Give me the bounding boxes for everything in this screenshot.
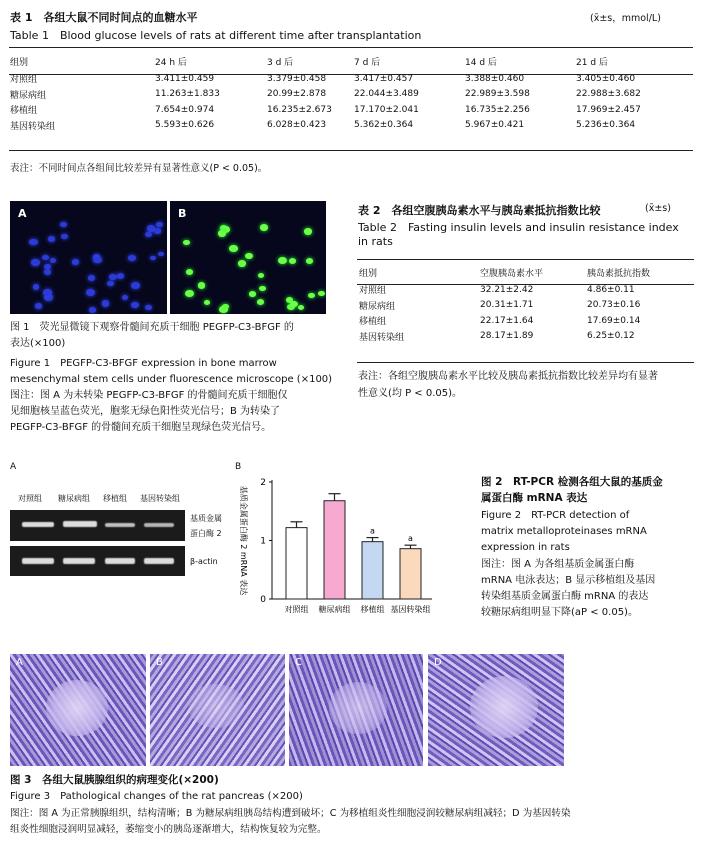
figure2-panel-b-label: B — [235, 462, 242, 472]
figure3-cn-caption: 图 3 各组大鼠胰腺组织的病理变化(×200) — [10, 774, 219, 786]
cell-nucleus — [298, 305, 304, 310]
cell-nucleus — [60, 222, 67, 228]
gel-band — [63, 558, 95, 564]
table-cell: 7.654±0.974 — [155, 104, 215, 115]
cell-nucleus — [304, 228, 312, 235]
table-row — [10, 71, 690, 87]
table-cell: 11.263±1.833 — [155, 89, 220, 100]
figure1-panel-b-label: B — [178, 207, 187, 220]
cell-nucleus — [186, 269, 193, 275]
cell-nucleus — [72, 259, 79, 264]
figure3-panel-label: D — [434, 657, 442, 668]
figure3-panel-a — [10, 654, 146, 766]
table-header-cell: 24 h 后 — [155, 57, 187, 68]
table-cell: 3.405±0.460 — [576, 73, 636, 84]
significance-label: a — [370, 526, 375, 536]
table-cell: 6.25±0.12 — [587, 331, 635, 342]
cell-nucleus — [258, 273, 264, 278]
figure2-note-2: mRNA 电泳表达；B 显示移植组及基因 — [481, 575, 656, 586]
x-tick-label: 移植组 — [360, 605, 385, 614]
figure3-note-2: 组炎性细胞浸润明显减轻，萎缩变小的胰岛逐渐增大，结构恢复较为完整。 — [10, 824, 327, 835]
cell-nucleus — [185, 290, 194, 297]
table-cell: 3.388±0.460 — [465, 73, 525, 84]
figure2-cn-caption-1: 图 2 RT-PCR 检测各组大鼠的基质金 — [481, 476, 663, 488]
figure3-panel-label: B — [156, 657, 163, 668]
table1-note: 表注：不同时间点各组间比较差异有显著性意义(P < 0.05)。 — [10, 163, 268, 174]
x-tick-label: 基因转染组 — [390, 605, 431, 614]
figure2-note-3: 转染组基质金属蛋白酶 mRNA 的表达 — [481, 591, 649, 602]
table-cell: 32.21±2.42 — [480, 284, 534, 295]
x-tick-label: 糖尿病组 — [318, 605, 351, 614]
table-cell: 20.31±1.71 — [480, 300, 534, 311]
table-row-label: 移植组 — [359, 317, 387, 328]
cell-nucleus — [61, 234, 68, 239]
gel-beta-actin — [10, 546, 185, 576]
table-cell: 3.379±0.458 — [267, 73, 327, 84]
cell-nucleus — [145, 305, 152, 310]
table-row — [10, 102, 690, 118]
gel-label-mmp2-2: 蛋白酶 2 — [190, 529, 222, 538]
cell-nucleus — [259, 286, 266, 291]
table-row-label: 对照组 — [10, 75, 38, 86]
cell-nucleus — [128, 255, 135, 261]
table-cell: 22.988±3.682 — [576, 89, 641, 100]
cell-nucleus — [89, 307, 97, 313]
table-header-cell: 组别 — [359, 268, 378, 279]
figure1-panel-b — [170, 201, 326, 314]
cell-nucleus — [204, 300, 210, 305]
table-cell: 5.362±0.364 — [354, 120, 414, 131]
y-tick-label: 1 — [260, 536, 266, 547]
table-cell: 22.989±3.598 — [465, 89, 530, 100]
figure2-note-1: 图注：图 A 为各组基质金属蛋白酶 — [481, 559, 635, 570]
figure1-cn-caption-1: 图 1 荧光显微镜下观察骨髓间充质干细胞 PEGFP-C3-BFGF 的 — [10, 322, 294, 333]
cell-nucleus — [131, 282, 140, 289]
table-cell: 3.411±0.459 — [155, 73, 215, 84]
table-header-cell: 3 d 后 — [267, 57, 294, 68]
cell-nucleus — [31, 259, 39, 266]
table-row-label: 糖尿病组 — [359, 301, 396, 312]
figure3-note-1: 图注：图 A 为正常胰腺组织，结构清晰；B 为糖尿病组胰岛结构遭到破坏；C 为移植组炎性细胞浸润较糖尿病组减轻；D 为基因转染 — [10, 808, 571, 819]
table-row — [10, 118, 690, 134]
cell-nucleus — [102, 300, 110, 306]
gel-lane-labels — [18, 493, 188, 503]
table2-cn-title: 表 2 各组空腹胰岛素水平与胰岛素抵抗指数比较 — [358, 204, 601, 217]
table-row — [359, 298, 694, 314]
y-tick-label: 2 — [260, 478, 266, 488]
cell-nucleus — [35, 303, 42, 308]
cell-nucleus — [289, 258, 297, 264]
cell-nucleus — [50, 258, 56, 263]
table-header-cell: 组别 — [10, 57, 29, 68]
figure3-panel-label: A — [16, 657, 23, 668]
table2-top-rule — [357, 259, 694, 260]
cell-nucleus — [183, 240, 190, 246]
figure2-en-caption-1: Figure 2 RT-PCR detection of — [481, 510, 630, 521]
cell-nucleus — [150, 256, 156, 261]
islet — [470, 676, 538, 738]
cell-nucleus — [306, 258, 313, 264]
gel-band — [22, 522, 54, 527]
table2-note-1: 表注：各组空腹胰岛素水平比较及胰岛素抵抗指数比较差异均有显著 — [358, 371, 658, 382]
cell-nucleus — [107, 281, 114, 287]
table-header-cell: 胰岛素抵抗指数 — [587, 268, 651, 279]
table2-header-row — [359, 262, 694, 282]
table-cell: 22.17±1.64 — [480, 315, 534, 326]
table1-header-row — [10, 51, 690, 71]
cell-nucleus — [249, 291, 256, 297]
table2-unit: (x̄±s) — [645, 203, 671, 214]
cell-nucleus — [260, 224, 268, 231]
table-row — [359, 282, 694, 298]
islet — [188, 684, 244, 728]
table-row-label: 移植组 — [10, 106, 38, 117]
x-tick-label: 对照组 — [284, 605, 309, 614]
table-row-label: 基因转染组 — [10, 121, 56, 132]
table2 — [359, 262, 694, 344]
cell-nucleus — [154, 228, 161, 233]
gel-band — [63, 521, 97, 527]
bar — [324, 501, 345, 599]
table-cell: 5.967±0.421 — [465, 120, 525, 131]
gel-mmp2 — [10, 510, 185, 541]
y-tick-label: 0 — [260, 595, 266, 605]
gel-band — [144, 558, 174, 564]
figure1-note-1: 图注：图 A 为未转染 PEGFP-C3-BFGF 的骨髓间充质干细胞仅 — [10, 390, 288, 401]
figure2-en-caption-3: expression in rats — [481, 542, 570, 553]
islet — [329, 682, 387, 734]
cell-nucleus — [238, 260, 246, 267]
gel-lane-label: 对照组 — [18, 494, 42, 503]
table-cell: 5.593±0.626 — [155, 120, 215, 131]
table-row — [359, 329, 694, 345]
cell-nucleus — [229, 245, 238, 252]
figure2-cn-caption-2: 属蛋白酶 mRNA 表达 — [481, 492, 588, 504]
cell-nucleus — [44, 269, 51, 275]
gel-lane-label: 移植组 — [103, 494, 127, 503]
table-cell: 16.235±2.673 — [267, 104, 332, 115]
table2-note-2: 性意义(均 P < 0.05)。 — [358, 388, 463, 399]
cell-nucleus — [278, 257, 287, 264]
table1-top-rule — [9, 47, 693, 48]
figure3-panel-d — [428, 654, 564, 766]
cell-nucleus — [257, 299, 264, 305]
cell-nucleus — [198, 282, 206, 288]
cell-nucleus — [308, 293, 315, 299]
figure2-en-caption-2: matrix metalloproteinases mRNA — [481, 526, 647, 537]
cell-nucleus — [117, 273, 124, 279]
table-row — [10, 87, 690, 103]
y-axis-label: 基质金属蛋白酶 2 mRNA 表达 — [239, 485, 248, 596]
table-cell: 17.969±2.457 — [576, 104, 641, 115]
table1-unit: (x̄±s，mmol/L) — [590, 13, 661, 24]
cell-nucleus — [88, 275, 95, 281]
table-cell: 16.735±2.256 — [465, 104, 530, 115]
table-row-label: 对照组 — [359, 286, 387, 297]
table1 — [10, 51, 690, 133]
figure1-en-caption-1: Figure 1 PEGFP-C3-BFGF expression in bone marrow — [10, 358, 277, 369]
gel-band — [22, 558, 54, 564]
bar — [362, 542, 383, 599]
figure2-note-4: 较糖尿病组明显下降(aP < 0.05)。 — [481, 607, 638, 618]
mmp2-bar-chart — [228, 470, 450, 620]
cell-nucleus — [145, 232, 152, 238]
table-cell: 20.99±2.878 — [267, 89, 327, 100]
table-header-cell: 21 d 后 — [576, 57, 608, 68]
table-cell: 3.417±0.457 — [354, 73, 414, 84]
figure3-panel-b — [150, 654, 285, 766]
figure3-panel-label: C — [295, 657, 302, 668]
table1-en-title: Table 1 Blood glucose levels of rats at different time after transplantation — [10, 29, 422, 42]
cell-nucleus — [122, 295, 128, 300]
table-header-cell: 14 d 后 — [465, 57, 497, 68]
table2-en-title-2: in rats — [358, 235, 393, 248]
gel-lane-label: 糖尿病组 — [58, 494, 90, 503]
table-cell: 28.17±1.89 — [480, 331, 534, 342]
cell-nucleus — [219, 306, 227, 313]
figure1-note-3: PEGFP-C3-BFGF 的骨髓间充质干细胞呈现绿色荧光信号。 — [10, 422, 272, 433]
cell-nucleus — [158, 252, 164, 257]
cell-nucleus — [48, 236, 55, 242]
cell-nucleus — [29, 239, 37, 245]
significance-label: a — [408, 534, 413, 544]
figure1-note-2: 见细胞核呈蓝色荧光，胞浆无绿色阳性荧光信号；B 为转染了 — [10, 406, 281, 417]
cell-nucleus — [245, 253, 254, 260]
gel-label-beta-actin: β-actin — [190, 557, 218, 566]
table-cell: 4.86±0.11 — [587, 284, 635, 295]
cell-nucleus — [131, 302, 139, 309]
table1-cn-title: 表 1 各组大鼠不同时间点的血糖水平 — [10, 11, 198, 24]
table2-bottom-rule — [357, 362, 694, 363]
cell-nucleus — [42, 255, 48, 260]
cell-nucleus — [318, 291, 325, 297]
bar — [400, 549, 421, 599]
islet — [46, 680, 108, 736]
table-header-cell: 空腹胰岛素水平 — [480, 268, 544, 279]
table-cell: 5.236±0.364 — [576, 120, 636, 131]
table-cell: 17.170±2.041 — [354, 104, 419, 115]
figure3-en-caption: Figure 3 Pathological changes of the rat pancreas (×200) — [10, 791, 303, 802]
cell-nucleus — [218, 230, 227, 237]
table-cell: 20.73±0.16 — [587, 300, 641, 311]
figure1-cn-caption-2: 表达(×100) — [10, 338, 66, 349]
cell-nucleus — [86, 289, 95, 296]
cell-nucleus — [109, 274, 117, 280]
table1-bottom-rule — [9, 150, 693, 151]
table-row — [359, 313, 694, 329]
bar — [286, 528, 307, 599]
gel-band — [105, 558, 135, 564]
table-row-label: 糖尿病组 — [10, 90, 47, 101]
cell-nucleus — [93, 257, 101, 264]
table-cell: 22.044±3.489 — [354, 89, 419, 100]
figure1-panel-a-label: A — [18, 207, 27, 220]
figure1-en-caption-2: mesenchymal stem cells under fluorescence microscope (×100) — [10, 374, 333, 385]
cell-nucleus — [33, 284, 40, 289]
gel-lane-label: 基因转染组 — [140, 494, 180, 503]
figure3-panel-c — [289, 654, 423, 766]
figure1-panel-a — [10, 201, 167, 314]
gel-label-mmp2-1: 基质金属 — [190, 514, 222, 523]
cell-nucleus — [156, 222, 162, 227]
table-cell: 17.69±0.14 — [587, 315, 641, 326]
figure2-panel-a-label: A — [10, 462, 17, 472]
table-row-label: 基因转染组 — [359, 332, 405, 343]
gel-band — [144, 523, 174, 527]
cell-nucleus — [43, 289, 51, 296]
gel-band — [105, 523, 135, 527]
table-cell: 6.028±0.423 — [267, 120, 327, 131]
table2-en-title-1: Table 2 Fasting insulin levels and insulin resistance index — [358, 221, 679, 234]
table-header-cell: 7 d 后 — [354, 57, 381, 68]
